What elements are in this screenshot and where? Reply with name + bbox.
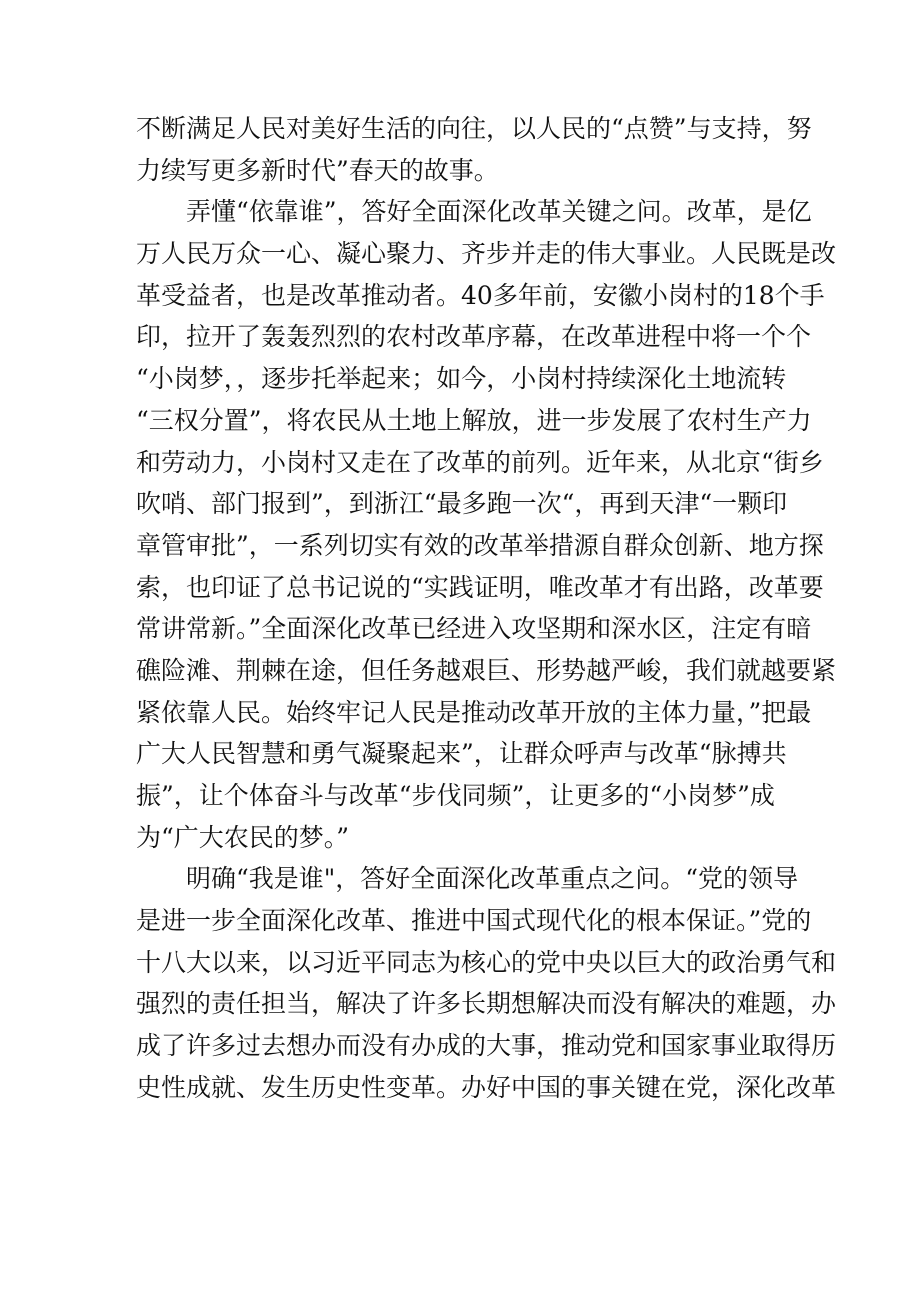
paragraph-yikao-shui bbox=[136, 191, 837, 858]
text-line: 振”，让个体奋斗与改革“步伐同频”，让更多的“小岗梦”成 bbox=[136, 781, 775, 810]
text-line: 不断满足人民对美好生活的向往，以人民的“点赞”与支持，努 bbox=[136, 114, 812, 143]
text-line: 印，拉开了轰轰烈烈的农村改革序幕，在改革进程中将一个个 bbox=[136, 322, 812, 352]
text-line: 强烈的责任担当，解决了许多长期想解决而没有解决的难题，办 bbox=[136, 989, 837, 1019]
text-line: 紧依靠人民。始终牢记人民是推动改革开放的主体力量，”把最 bbox=[136, 697, 812, 727]
text-line: 常讲常新。”全面深化改革已经进入攻坚期和深水区，注定有暗 bbox=[136, 614, 812, 644]
text-line: 章管审批”，一系列切实有效的改革举措源自群众创新、地方探 bbox=[136, 530, 824, 560]
text-line: 吹哨、部门报到”，到浙江“最多跑一次“，再到天津“一颗印 bbox=[136, 489, 788, 519]
document-body bbox=[136, 108, 837, 1109]
text-line: 索，也印证了总书记说的“实践证明，唯改革才有出路，改革要 bbox=[136, 572, 824, 602]
text-line: 是进一步全面深化改革、推进中国式现代化的根本保证。”党的 bbox=[136, 906, 812, 936]
text-line: “三权分置”，将农民从土地上解放，进一步发展了农村生产力 bbox=[136, 405, 812, 435]
text-line: 史性成就、发生历史性变革。办好中国的事关键在党，深化改革 bbox=[136, 1072, 837, 1102]
text-line: 为“广大农民的梦。” bbox=[136, 822, 350, 852]
text-line: 革受益者，也是改革推动者。40多年前，安徽小岗村的18个手 bbox=[136, 280, 825, 310]
text-line: 礁险滩、荆棘在途，但任务越艰巨、形势越严峻，我们就越要紧 bbox=[136, 655, 837, 685]
text-line: 十八大以来，以习近平同志为核心的党中央以巨大的政治勇气和 bbox=[136, 947, 837, 977]
text-line-first: 弄懂“依靠谁”，答好全面深化改革关键之问。改革，是亿 bbox=[186, 197, 812, 227]
text-line: 力续写更多新时代”春天的故事。 bbox=[136, 155, 499, 185]
paragraph-continuation bbox=[136, 108, 812, 191]
text-line: 广大人民智慧和勇气凝聚起来”，让群众呼声与改革“脉搏共 bbox=[136, 739, 787, 769]
text-line: 成了许多过去想办而没有办成的大事，推动党和国家事业取得历 bbox=[136, 1031, 837, 1061]
text-line: 万人民万众一心、凝心聚力、齐步并走的伟大事业。人民既是改 bbox=[136, 239, 837, 269]
text-line: “小岗梦，，逐步托举起来；如今，小岗村持续深化土地流转 bbox=[136, 364, 787, 394]
paragraph-wo-shi-shui bbox=[136, 858, 837, 1108]
text-line-first: 明确“我是谁"，答好全面深化改革重点之问。“党的领导 bbox=[186, 864, 799, 894]
text-line: 和劳动力，小岗村又走在了改革的前列。近年来，从北京“街乡 bbox=[136, 447, 824, 477]
